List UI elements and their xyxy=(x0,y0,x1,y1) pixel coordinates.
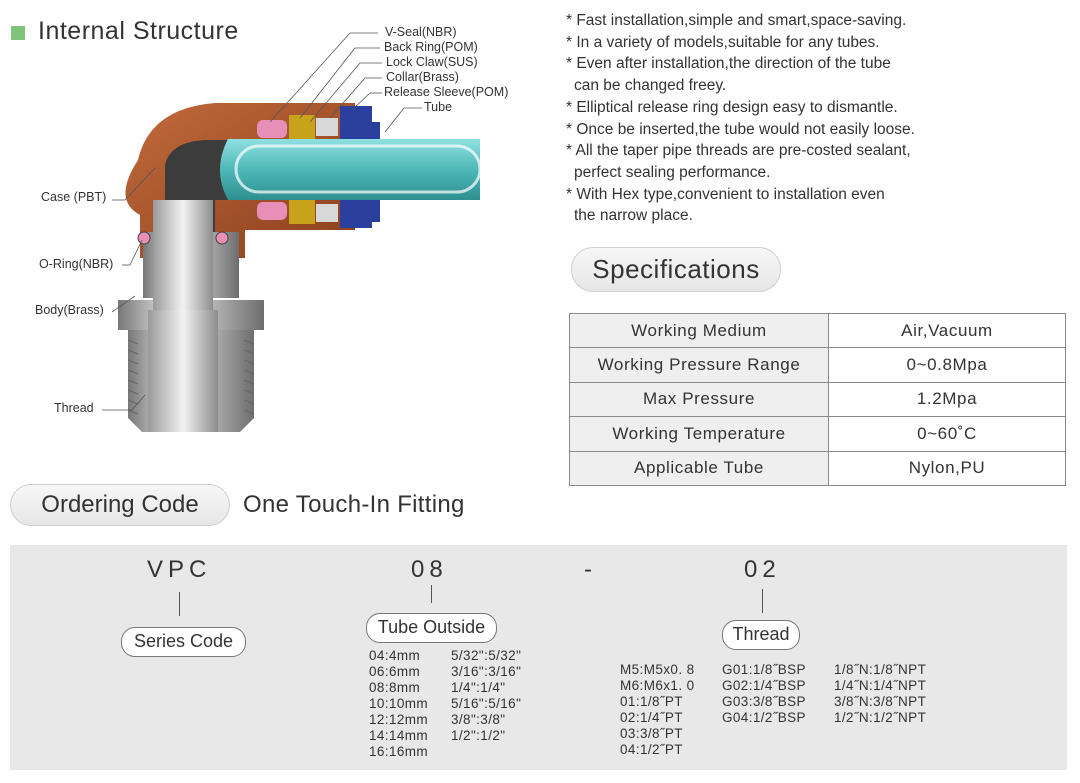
list-item: 1/2˝N:1/2˝NPT xyxy=(834,710,927,725)
feature-item: the narrow place. xyxy=(574,207,693,225)
list-item: G03:3/8˝BSP xyxy=(722,694,806,709)
thread-label: Thread xyxy=(722,620,800,650)
table-row xyxy=(570,417,1066,451)
label-back-ring: Back Ring(POM) xyxy=(384,40,478,54)
feature-list xyxy=(566,10,1071,227)
list-item: 3/16":3/16" xyxy=(451,664,522,679)
list-item: 1/8˝N:1/8˝NPT xyxy=(834,662,927,677)
spec-value: 1.2Mpa xyxy=(829,382,1066,416)
connector-line xyxy=(762,589,763,613)
tube-inch-list xyxy=(451,648,521,744)
feature-item: * Once be inserted,the tube would not easily loose. xyxy=(566,120,915,138)
connector-line xyxy=(179,592,180,616)
v-seal-top xyxy=(257,120,287,138)
label-o-ring: O-Ring(NBR) xyxy=(39,257,114,271)
spec-value: Nylon,PU xyxy=(829,451,1066,485)
label-tube: Tube xyxy=(424,100,453,114)
specifications-table xyxy=(569,313,1066,486)
spec-key: Max Pressure xyxy=(570,382,829,416)
table-row xyxy=(570,314,1066,348)
list-item: G02:1/4˝BSP xyxy=(722,678,806,693)
label-collar: Collar(Brass) xyxy=(386,70,459,84)
list-item: 3/8":3/8" xyxy=(451,712,506,727)
spec-key: Working Pressure Range xyxy=(570,348,829,382)
list-item: M5:M5x0. 8 xyxy=(620,662,695,677)
spec-value: 0~0.8Mpa xyxy=(829,348,1066,382)
spec-key: Working Medium xyxy=(570,314,829,348)
o-ring-right xyxy=(216,232,228,244)
code-series: VPC xyxy=(147,556,212,583)
list-item: 01:1/8˝PT xyxy=(620,694,683,709)
code-tube: 08 xyxy=(411,556,448,583)
list-item: 16:16mm xyxy=(369,744,429,759)
feature-item: can be changed freey. xyxy=(574,77,727,95)
label-release-sleeve: Release Sleeve(POM) xyxy=(384,85,509,99)
code-thread: 02 xyxy=(744,556,781,583)
feature-item: * In a variety of models,suitable for any tubes. xyxy=(566,33,880,51)
feature-item: perfect sealing performance. xyxy=(574,163,771,181)
feature-item: * Fast installation,simple and smart,space-saving. xyxy=(566,12,907,29)
collar-bottom xyxy=(289,200,315,224)
collar-top xyxy=(289,115,315,139)
body-bore xyxy=(153,200,213,310)
spec-value: 0~60˚C xyxy=(829,417,1066,451)
table-row xyxy=(570,382,1066,416)
spec-key: Applicable Tube xyxy=(570,451,829,485)
ordering-subtitle: One Touch-In Fitting xyxy=(243,491,465,518)
spec-value: Air,Vacuum xyxy=(829,314,1066,348)
tube-metric-list xyxy=(369,648,428,760)
label-body: Body(Brass) xyxy=(35,303,104,317)
list-item: G01:1/8˝BSP xyxy=(722,662,806,677)
feature-item: * All the taper pipe threads are pre-costed sealant, xyxy=(566,142,911,160)
list-item: 3/8˝N:3/8˝NPT xyxy=(834,694,927,709)
spec-key: Working Temperature xyxy=(570,417,829,451)
list-item: 03:3/8˝PT xyxy=(620,726,683,741)
list-item: 04:1/2˝PT xyxy=(620,742,683,757)
tube-outside-label: Tube Outside xyxy=(366,613,497,643)
thread-bsp-list xyxy=(722,662,806,726)
label-lock-claw: Lock Claw(SUS) xyxy=(386,55,478,69)
o-ring-left xyxy=(138,232,150,244)
series-code-label: Series Code xyxy=(121,627,246,657)
connector-line xyxy=(431,585,432,603)
code-dash: - xyxy=(584,556,597,583)
list-item: 1/4":1/4" xyxy=(451,680,506,695)
list-item: 12:12mm xyxy=(369,712,429,727)
list-item: 04:4mm xyxy=(369,648,421,663)
list-item: 1/2":1/2" xyxy=(451,728,506,743)
list-item: 5/16":5/16" xyxy=(451,696,522,711)
list-item: 1/4˝N:1/4˝NPT xyxy=(834,678,927,693)
list-item: 02:1/4˝PT xyxy=(620,710,683,725)
ordering-code-heading: Ordering Code xyxy=(10,484,230,526)
thread-m-pt-list xyxy=(620,662,695,758)
list-item: 5/32":5/32" xyxy=(451,648,522,663)
list-item: M6:M6x1. 0 xyxy=(620,678,695,693)
list-item: 10:10mm xyxy=(369,696,429,711)
table-row xyxy=(570,451,1066,485)
section-title: Internal Structure xyxy=(38,17,239,45)
list-item: 08:8mm xyxy=(369,680,421,695)
table-row xyxy=(570,348,1066,382)
list-item: 14:14mm xyxy=(369,728,429,743)
list-item: G04:1/2˝BSP xyxy=(722,710,806,725)
specifications-heading: Specifications xyxy=(571,247,781,292)
v-seal-bottom xyxy=(257,202,287,220)
list-item: 06:6mm xyxy=(369,664,421,679)
feature-item: * With Hex type,convenient to installation even xyxy=(566,185,885,203)
label-case: Case (PBT) xyxy=(41,190,107,204)
label-v-seal: V-Seal(NBR) xyxy=(385,25,457,39)
feature-item: * Elliptical release ring design easy to dismantle. xyxy=(566,98,898,116)
label-thread: Thread xyxy=(54,401,94,415)
fitting-cross-section-diagram xyxy=(0,0,560,470)
thread-npt-list xyxy=(834,662,926,726)
feature-item: * Even after installation,the direction of the tube xyxy=(566,55,891,73)
